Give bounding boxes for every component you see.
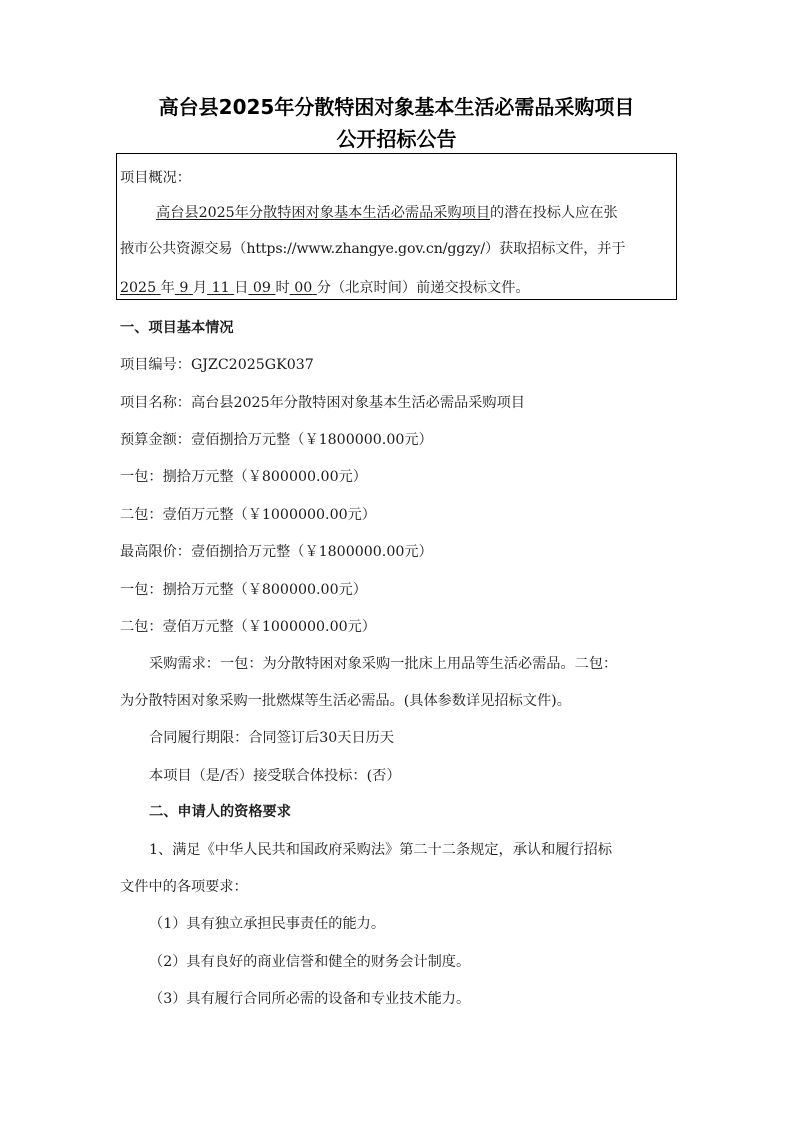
deadline-day: 11 — [211, 280, 230, 296]
overview-paragraph-line2: 掖市公共资源交易（https://www.zhangye.gov.cn/ggzy/）获取招标文件，并于 — [120, 241, 626, 257]
document-title-line1: 高台县2025年分散特困对象基本生活必需品采购项目 — [158, 95, 635, 119]
section1-heading: 一、项目基本情况 — [120, 320, 234, 336]
deadline-day-unit: 日 — [234, 280, 249, 296]
project-number: 项目编号：GJZC2025GK037 — [120, 357, 314, 373]
budget-package-1: 一包：捌拾万元整（￥800000.00元） — [120, 469, 367, 485]
max-price-package-2: 二包：壹佰万元整（￥1000000.00元） — [120, 619, 376, 635]
project-name: 项目名称：高台县2025年分散特困对象基本生活必需品采购项目 — [120, 395, 525, 411]
overview-project-name: 高台县2025年分散特困对象基本生活必需品采购项目 — [156, 205, 491, 221]
overview-paragraph-line1 — [156, 203, 618, 223]
contract-period: 合同履行期限：合同签订后30天日历天 — [149, 730, 395, 746]
deadline-minute: 00 — [294, 280, 313, 296]
procurement-requirement-line1: 采购需求：一包：为分散特困对象采购一批床上用品等生活必需品。二包： — [149, 656, 618, 672]
overview-deadline-line — [120, 278, 530, 298]
deadline-month: 9 — [179, 280, 189, 296]
section2-heading: 二、申请人的资格要求 — [149, 804, 291, 820]
qualification-item-2: （2）具有良好的商业信誉和健全的财务会计制度。 — [149, 954, 471, 970]
overview-text-1: 的潜在投标人应在张 — [490, 205, 618, 221]
budget-package-2: 二包：壹佰万元整（￥1000000.00元） — [120, 507, 376, 523]
deadline-hour-unit: 时 — [275, 280, 290, 296]
overview-label: 项目概况： — [120, 170, 191, 186]
document-title-line2: 公开招标公告 — [336, 127, 457, 151]
deadline-hour: 09 — [252, 280, 271, 296]
max-price: 最高限价：壹佰捌拾万元整（￥1800000.00元） — [120, 544, 433, 560]
deadline-month-unit: 月 — [192, 280, 208, 296]
deadline-tail: 分（北京时间）前递交投标文件。 — [316, 280, 530, 296]
deadline-year-unit: 年 — [160, 280, 175, 296]
qualification-req1-line2: 文件中的各项要求： — [120, 879, 248, 895]
max-price-package-1: 一包：捌拾万元整（￥800000.00元） — [120, 582, 367, 598]
budget-amount: 预算金额：壹佰捌拾万元整（￥1800000.00元） — [120, 432, 433, 448]
qualification-item-3: （3）具有履行合同所必需的设备和专业技术能力。 — [149, 991, 471, 1007]
qualification-item-1: （1）具有独立承担民事责任的能力。 — [149, 916, 386, 932]
qualification-req1-line1: 1、满足《中华人民共和国政府采购法》第二十二条规定，承认和履行招标 — [149, 842, 613, 858]
deadline-year: 2025 — [120, 280, 157, 296]
procurement-requirement-line2: 为分散特困对象采购一批燃煤等生活必需品。(具体参数详见招标文件)。 — [120, 693, 571, 709]
consortium-bidding: 本项目（是/否）接受联合体投标：(否） — [149, 768, 401, 784]
